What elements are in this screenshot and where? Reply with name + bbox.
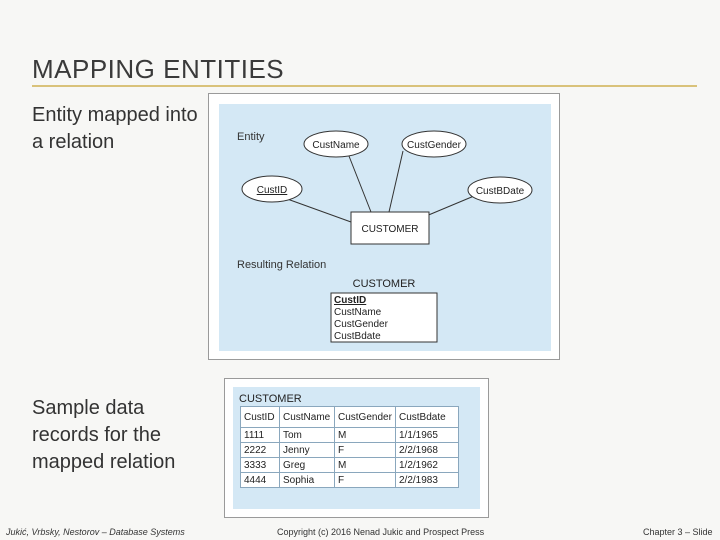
table-row — [241, 458, 459, 473]
relation-col-custbdate: CustBdate — [334, 331, 381, 342]
table-header-cell: CustGender — [335, 407, 396, 428]
table-cell: 2/2/1983 — [396, 473, 459, 488]
table-header-row — [241, 407, 459, 428]
table-cell: M — [335, 458, 396, 473]
er-diagram — [219, 104, 551, 351]
table-cell: 2222 — [241, 443, 280, 458]
relation-name: CUSTOMER — [352, 278, 416, 290]
connector-custgender — [389, 151, 403, 212]
table-cell: 2/2/1968 — [396, 443, 459, 458]
caption-sample-records: Sample data records for the mapped relation — [32, 397, 176, 473]
table-row — [241, 428, 459, 443]
entity-customer-text: CUSTOMER — [361, 224, 419, 235]
relation-col-custname: CustName — [334, 307, 382, 318]
table-header-cell: CustID — [241, 407, 280, 428]
table-cell: 1111 — [241, 428, 280, 443]
er-diagram-frame — [208, 93, 560, 360]
sample-data-table — [240, 406, 459, 488]
sample-table-frame — [224, 378, 489, 518]
table-cell: Jenny — [280, 443, 335, 458]
footer-slide-number: Chapter 3 – Slide — [643, 527, 713, 537]
attr-custid-text: CustID — [256, 185, 288, 196]
table-cell: Sophia — [280, 473, 335, 488]
relation-col-custid: CustID — [334, 295, 367, 306]
attr-custname-text: CustName — [312, 140, 360, 151]
attr-custbdate-text: CustBDate — [475, 186, 525, 197]
caption-entity-mapped: Entity mapped into a relation — [32, 104, 198, 153]
table-header-cell: CustName — [280, 407, 335, 428]
table-row — [241, 443, 459, 458]
footer-copyright: Copyright (c) 2016 Nenad Jukic and Prospect Press — [277, 527, 485, 537]
attr-custgender-text: CustGender — [407, 140, 461, 151]
table-cell: 4444 — [241, 473, 280, 488]
table-cell: Tom — [280, 428, 335, 443]
table-cell: 1/1/1965 — [396, 428, 459, 443]
connector-custname — [347, 151, 371, 212]
relation-col-custgender: CustGender — [334, 319, 388, 330]
er-diagram-panel — [219, 104, 551, 351]
entity-label: Entity — [237, 131, 265, 143]
table-cell: F — [335, 443, 396, 458]
table-row — [241, 473, 459, 488]
sample-table-title: CUSTOMER — [239, 393, 302, 405]
table-header-cell: CustBdate — [396, 407, 459, 428]
table-cell: M — [335, 428, 396, 443]
footer-authors: Jukić, Vrbsky, Nestorov – Database Systems — [6, 527, 185, 537]
table-cell: Greg — [280, 458, 335, 473]
title-underline — [32, 85, 697, 87]
slide-title: MAPPING ENTITIES — [32, 54, 285, 84]
table-cell: F — [335, 473, 396, 488]
table-cell: 1/2/1962 — [396, 458, 459, 473]
resulting-relation-label: Resulting Relation — [237, 259, 327, 271]
table-cell: 3333 — [241, 458, 280, 473]
